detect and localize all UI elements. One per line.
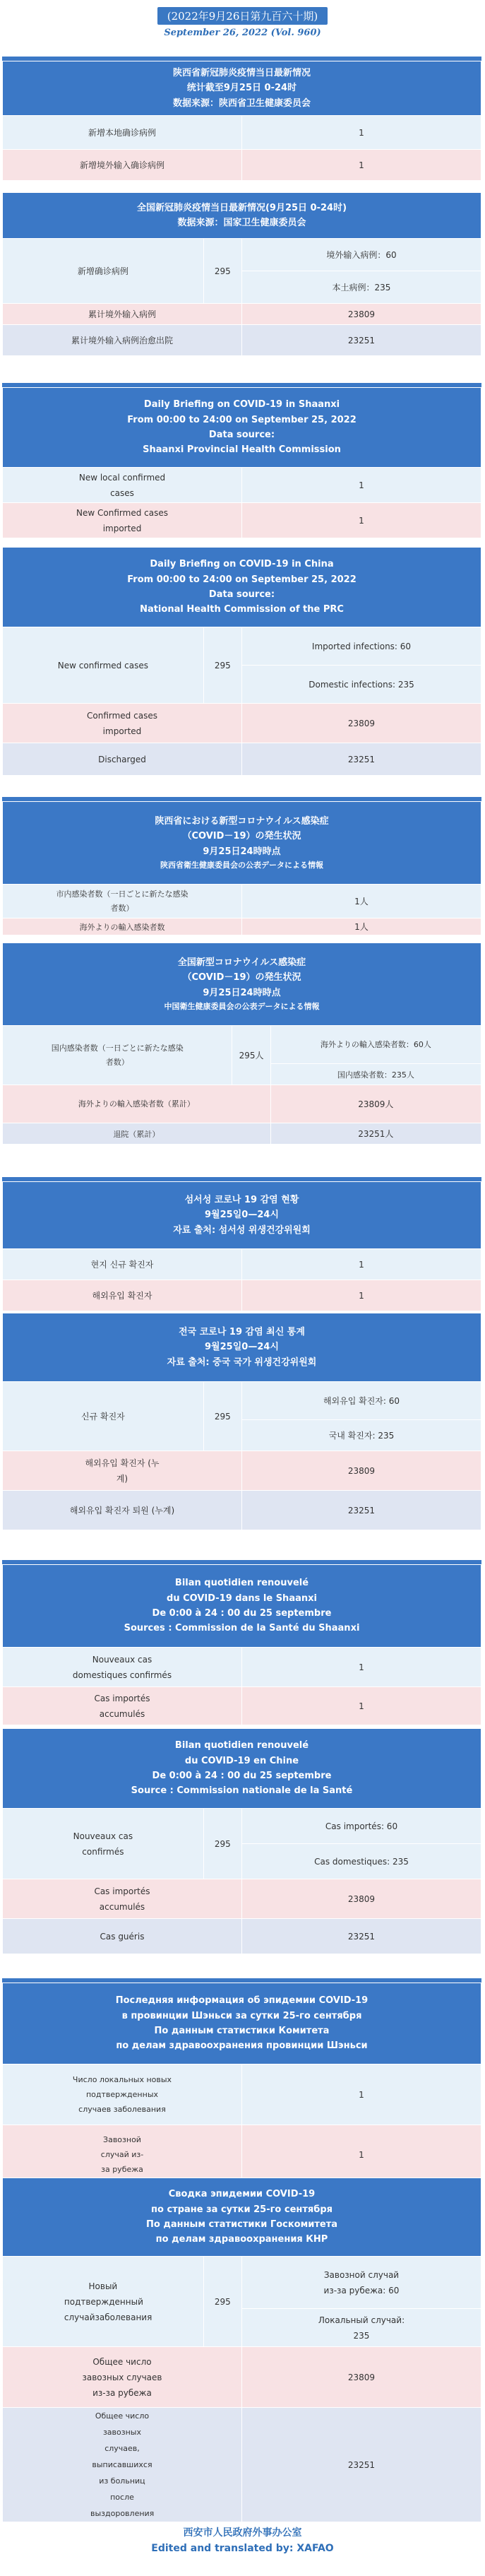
label-text: 国内感染者数（一日ごとに新たな感染者数） bbox=[51, 1043, 184, 1067]
row-label bbox=[3, 2347, 242, 2408]
title-line: 9月25日24時時点 bbox=[203, 846, 281, 857]
fr-shaanxi-section bbox=[2, 1564, 481, 1725]
row-value: 23251 bbox=[241, 325, 481, 356]
row-label bbox=[3, 2125, 242, 2185]
title-line: du COVID-19 en Chine bbox=[184, 1755, 299, 1766]
title-line: 全国新冠肺炎疫情当日最新情况(9月25日 0-24时) bbox=[136, 202, 347, 213]
title-line: 统计截至9月25日 0-24时 bbox=[186, 83, 297, 94]
zh-shaanxi-section bbox=[2, 61, 481, 181]
row-value: 1 bbox=[242, 1687, 481, 1725]
local-cases bbox=[241, 2309, 481, 2347]
row-label bbox=[3, 1687, 242, 1725]
ko-china-section bbox=[2, 1313, 481, 1530]
title-line: 자료 출처: 중국 국가 위생건강위원회 bbox=[167, 1357, 317, 1368]
row-label bbox=[3, 1491, 242, 1530]
footer-credit: Edited and translated by: XAFAO bbox=[151, 2543, 334, 2554]
table-row bbox=[3, 1280, 481, 1311]
table-row bbox=[3, 2408, 481, 2522]
row-value: 23251 bbox=[241, 743, 481, 776]
page-header bbox=[0, 0, 485, 38]
new-cases-label bbox=[3, 1809, 204, 1879]
new-cases-value: 295人 bbox=[232, 1026, 270, 1085]
zh-shaanxi-title bbox=[3, 61, 481, 116]
row-label bbox=[3, 2064, 242, 2125]
title-line: 中国衛生健康委員会の公表データによる情報 bbox=[164, 1002, 320, 1012]
table-row bbox=[3, 1879, 481, 1919]
table-row bbox=[3, 1809, 481, 1844]
ko-china-title bbox=[3, 1313, 481, 1382]
ru-shaanxi-section bbox=[2, 1983, 481, 2185]
imported-cases bbox=[241, 2257, 481, 2309]
title-line: National Health Commission of the PRC bbox=[140, 604, 344, 615]
title-line: Последняя информация об эпидемии COVID-19 bbox=[115, 1995, 369, 2007]
fr-china-title bbox=[3, 1729, 481, 1809]
label-text: Cas importés accumulés bbox=[94, 1693, 150, 1719]
imported-cases: 境外输入病例：60 bbox=[241, 239, 481, 271]
title-line: 9月25日24時時点 bbox=[203, 987, 281, 998]
row-value: 1 bbox=[242, 1249, 481, 1280]
label-text: Cas importés accumulés bbox=[94, 1886, 150, 1912]
row-label: Discharged bbox=[3, 743, 242, 776]
row-value: 23251 bbox=[241, 1491, 481, 1530]
issue-date-cn: (2022年9月26日第九百六十期) bbox=[157, 7, 328, 25]
issue-date-en: September 26, 2022 (Vol. 960) bbox=[164, 28, 321, 38]
table-row bbox=[3, 1919, 481, 1954]
ru-china-section bbox=[2, 2178, 481, 2522]
title-line: Daily Briefing on COVID-19 in China bbox=[150, 559, 334, 570]
row-label bbox=[3, 1451, 242, 1491]
title-line: （COVID－19）の発生状況 bbox=[182, 831, 301, 842]
label-text: 海外よりの輸入感染者数（累計） bbox=[78, 1099, 195, 1109]
ko-shaanxi-section bbox=[2, 1181, 481, 1311]
row-label: 退院（累計） bbox=[3, 1123, 271, 1145]
en-china-title bbox=[3, 548, 481, 627]
row-value: 23809 bbox=[241, 704, 481, 743]
new-cases-label bbox=[3, 2257, 204, 2347]
table-row bbox=[3, 468, 481, 503]
title-line: 陕西省衛生健康委員会の公表データによる情報 bbox=[160, 861, 323, 870]
row-label bbox=[3, 2408, 242, 2522]
row-value: 23809 bbox=[241, 1451, 481, 1491]
row-value: 1 bbox=[242, 468, 481, 503]
title-line: De 0:00 à 24 : 00 du 25 septembre bbox=[152, 1771, 332, 1781]
new-cases-value: 295 bbox=[203, 1809, 241, 1879]
table-row bbox=[3, 304, 481, 325]
table-row bbox=[3, 503, 481, 538]
table-row bbox=[3, 627, 481, 666]
row-value: 1 bbox=[242, 150, 481, 181]
label-text: Confirmed cases imported bbox=[87, 710, 157, 736]
local-cases: 国内感染者数：235人 bbox=[270, 1064, 481, 1085]
local-cases: 국내 확진자: 235 bbox=[241, 1420, 481, 1451]
row-label bbox=[3, 503, 242, 538]
title-line: 数据来源：陕西省卫生健康委员会 bbox=[172, 98, 311, 109]
label-text: Общее число завозных случаев, выписавшихся из больниц после выздоровления bbox=[90, 2411, 155, 2518]
table-row bbox=[3, 704, 481, 743]
row-value: 1人 bbox=[242, 918, 481, 935]
title-line: Bilan quotidien renouvelé bbox=[174, 1578, 309, 1589]
row-label bbox=[3, 1085, 271, 1123]
title-line: по стране за сутки 25-го сентября bbox=[151, 2204, 333, 2215]
title-line: в провинции Шэньси за сутки 25-го сентября bbox=[121, 2010, 362, 2021]
title-line: Sources : Commission de la Santé du Shaanxi bbox=[124, 1623, 360, 1634]
ko-shaanxi-title bbox=[3, 1182, 481, 1249]
label-text: Число локальных новых подтвержденных случаев заболевания bbox=[72, 2075, 172, 2114]
row-label bbox=[3, 704, 242, 743]
local-cases: Cas domestiques: 235 bbox=[241, 1844, 481, 1879]
row-label: 新增境外输入确诊病例 bbox=[3, 150, 242, 181]
title-line: 전국 코로나 19 감염 최신 통계 bbox=[179, 1326, 305, 1337]
new-cases-value: 295 bbox=[203, 239, 241, 304]
row-value: 1人 bbox=[242, 885, 481, 918]
new-cases-label: 신규 확진자 bbox=[3, 1382, 204, 1451]
title-line: Daily Briefing on COVID-19 in Shaanxi bbox=[143, 399, 340, 410]
row-value: 1 bbox=[242, 1280, 481, 1311]
table-row bbox=[3, 1687, 481, 1725]
row-value: 1 bbox=[242, 1648, 481, 1687]
table-row bbox=[3, 885, 481, 918]
table-row bbox=[3, 2125, 481, 2185]
local-cases: 本土病例：235 bbox=[241, 271, 481, 304]
label-text: Локальный случай: 235 bbox=[318, 2315, 405, 2341]
table-row bbox=[3, 1085, 481, 1123]
title-line: From 00:00 to 24:00 on September 25, 2022 bbox=[127, 574, 357, 585]
new-cases-value: 295 bbox=[203, 627, 241, 704]
title-line: De 0:00 à 24 : 00 du 25 septembre bbox=[152, 1608, 332, 1619]
table-row bbox=[3, 1026, 481, 1064]
page-footer bbox=[0, 2525, 485, 2556]
row-value: 23251 bbox=[241, 2408, 481, 2522]
title-line: 자료 출처: 섬서성 위생건강위원회 bbox=[173, 1224, 311, 1236]
row-value: 23809 bbox=[241, 1879, 481, 1919]
row-value: 23809 bbox=[241, 2347, 481, 2408]
table-row bbox=[3, 918, 481, 935]
table-row bbox=[3, 2347, 481, 2408]
title-line: From 00:00 to 24:00 on September 25, 2022 bbox=[127, 414, 357, 425]
title-line: по делам здравоохранения КНР bbox=[155, 2234, 328, 2245]
label-text: Nouveaux cas domestiques confirmés bbox=[72, 1654, 172, 1680]
label-text: 해외유입 확진자 (누계) bbox=[85, 1458, 160, 1484]
table-row bbox=[3, 325, 481, 356]
title-line: По данным статистики Комитета bbox=[154, 2026, 330, 2036]
table-row bbox=[3, 150, 481, 181]
label-text: New local confirmed cases bbox=[78, 472, 166, 498]
row-value: 1 bbox=[242, 2064, 481, 2125]
row-label: 海外よりの輸入感染者数 bbox=[3, 918, 242, 935]
table-row bbox=[3, 2064, 481, 2125]
row-value: 1 bbox=[242, 2125, 481, 2185]
title-line: Data source: bbox=[208, 430, 275, 440]
label-text: Nouveaux cas confirmés bbox=[73, 1831, 133, 1857]
row-label: 해외유입 확진자 bbox=[3, 1280, 242, 1311]
row-label bbox=[3, 1648, 242, 1687]
row-value: 23809 bbox=[241, 304, 481, 325]
table-row bbox=[3, 116, 481, 150]
row-label bbox=[3, 1879, 242, 1919]
ja-shaanxi-section bbox=[2, 801, 481, 935]
en-shaanxi-section bbox=[2, 387, 481, 538]
title-line: 全国新型コロナウイルス感染症 bbox=[177, 957, 306, 968]
en-china-section bbox=[2, 547, 481, 776]
ja-shaanxi-title bbox=[3, 802, 481, 885]
title-line: Сводка эпидемии COVID-19 bbox=[168, 2189, 316, 2200]
label-text: Завозной случай из-за рубежа: 60 bbox=[323, 2269, 400, 2296]
title-line: Data source: bbox=[208, 589, 275, 600]
imported-cases bbox=[270, 1026, 481, 1064]
table-row bbox=[3, 239, 481, 271]
zh-china-title bbox=[3, 193, 481, 239]
row-value: 23251 bbox=[241, 1919, 481, 1954]
table-row bbox=[3, 1648, 481, 1687]
imported-cases: 해외유입 확진자: 60 bbox=[241, 1382, 481, 1420]
ru-shaanxi-title bbox=[3, 1983, 481, 2064]
title-line: Source : Commission nationale de la Santé bbox=[131, 1785, 353, 1797]
title-line: 섬서성 코로나 19 감염 현황 bbox=[184, 1194, 299, 1205]
table-row bbox=[3, 1451, 481, 1491]
new-cases-value: 295 bbox=[203, 2257, 241, 2347]
row-label: 累计境外输入病例治愈出院 bbox=[3, 325, 242, 356]
title-line: （COVID－19）の発生状況 bbox=[182, 972, 301, 983]
table-row bbox=[3, 1382, 481, 1420]
local-cases: Domestic infections: 235 bbox=[241, 666, 481, 704]
fr-china-section bbox=[2, 1728, 481, 1954]
label-text: New Confirmed cases imported bbox=[76, 507, 168, 533]
new-cases-label: 新增确诊病例 bbox=[3, 239, 204, 304]
imported-cases: Imported infections: 60 bbox=[241, 627, 481, 666]
label-text: 海外よりの輸入感染者数：60人 bbox=[320, 1039, 431, 1049]
row-value: 23251人 bbox=[270, 1123, 481, 1145]
row-value: 1 bbox=[242, 503, 481, 538]
title-line: Shaanxi Provincial Health Commission bbox=[143, 444, 341, 456]
ja-china-section bbox=[2, 943, 481, 1145]
title-line: du COVID-19 dans le Shaanxi bbox=[167, 1593, 317, 1604]
new-cases-label: New confirmed cases bbox=[3, 627, 204, 704]
row-label: 현지 신규 확진자 bbox=[3, 1249, 242, 1280]
new-cases-value: 295 bbox=[203, 1382, 241, 1451]
new-cases-label bbox=[3, 1026, 232, 1085]
en-shaanxi-title bbox=[3, 388, 481, 468]
footer-org: 西安市人民政府外事办公室 bbox=[183, 2527, 302, 2539]
imported-cases: Cas importés: 60 bbox=[241, 1809, 481, 1844]
row-label: 新增本地确诊病例 bbox=[3, 116, 242, 150]
title-line: Bilan quotidien renouvelé bbox=[174, 1740, 309, 1751]
row-value: 23809人 bbox=[270, 1085, 481, 1123]
table-row bbox=[3, 2257, 481, 2309]
row-label bbox=[3, 885, 242, 918]
table-row bbox=[3, 743, 481, 776]
title-line: 数据来源：国家卫生健康委员会 bbox=[177, 218, 306, 228]
ja-china-title bbox=[3, 943, 481, 1026]
title-line: По данным статистики Госкомитета bbox=[145, 2219, 337, 2230]
table-row bbox=[3, 1491, 481, 1530]
title-line: по делам здравоохранения провинции Шэньси bbox=[116, 2040, 368, 2052]
table-row bbox=[3, 1123, 481, 1145]
row-label bbox=[3, 468, 242, 503]
row-value: 1 bbox=[242, 116, 481, 150]
label-text: 해외유입 확진자 퇴원 (누계) bbox=[69, 1505, 175, 1516]
row-label: 累计境外输入病例 bbox=[3, 304, 242, 325]
zh-china-section bbox=[2, 192, 481, 356]
title-line: 9월25일0—24시 bbox=[205, 1210, 279, 1221]
fr-shaanxi-title bbox=[3, 1565, 481, 1648]
label-text: Завозной случай из-за рубежа bbox=[100, 2135, 144, 2174]
ru-china-title bbox=[3, 2178, 481, 2257]
title-line: 陕西省における新型コロナウイルス感染症 bbox=[155, 815, 329, 827]
title-line: 9월25일0—24시 bbox=[205, 1342, 279, 1353]
label-text: 市内感染者数（一日ごとに新たな感染者数） bbox=[56, 889, 188, 913]
table-row bbox=[3, 1249, 481, 1280]
title-line: 陕西省新冠肺炎疫情当日最新情况 bbox=[172, 68, 311, 78]
label-text: Новый подтвержденный случайзаболевания bbox=[64, 2281, 152, 2322]
row-label: Cas guéris bbox=[3, 1919, 242, 1954]
label-text: Общее число завозных случаев из-за рубежа bbox=[82, 2356, 162, 2398]
